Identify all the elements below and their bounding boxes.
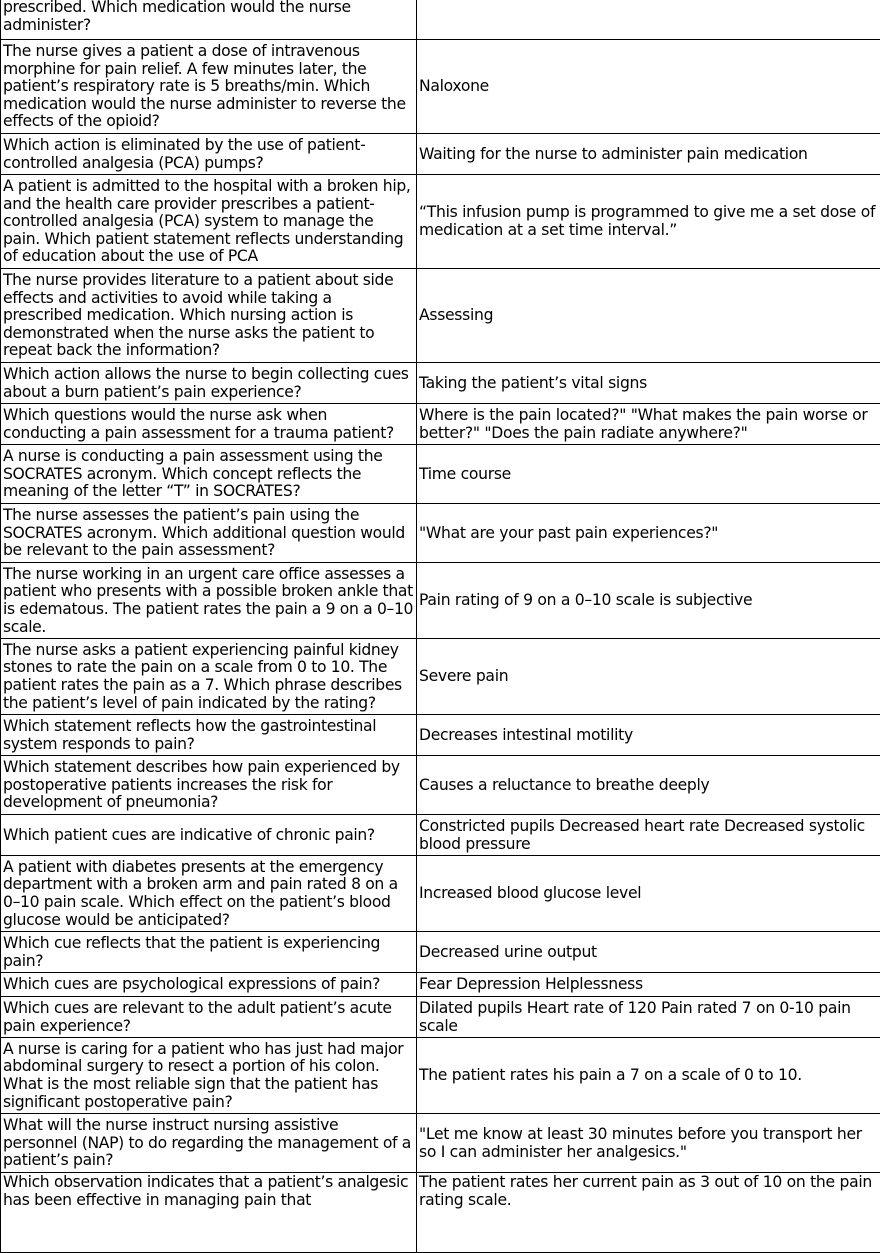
table-row: [1, 563, 880, 639]
answer-cell: “This infusion pump is programmed to give me a set dose of medication at a set time interval.”: [417, 175, 880, 269]
answer-cell: Constricted pupils Decreased heart rate Decreased systolic blood pressure: [417, 815, 880, 856]
table-row: [1, 973, 880, 997]
table-row: [1, 134, 880, 175]
answer-cell: The patient rates his pain a 7 on a scale of 0 to 10.: [417, 1038, 880, 1114]
answer-cell: Severe pain: [417, 639, 880, 715]
answer-cell: Pain rating of 9 on a 0–10 scale is subjective: [417, 563, 880, 639]
answer-cell: [417, 0, 880, 40]
answer-cell: "What are your past pain experiences?": [417, 504, 880, 563]
question-cell: Which statement describes how pain experienced by postoperative patients increases the risk for development of pneumonia?: [1, 756, 417, 815]
table-row: [1, 40, 880, 134]
question-cell: Which cue reflects that the patient is experiencing pain?: [1, 932, 417, 973]
table-row: [1, 404, 880, 445]
table-row: [1, 445, 880, 504]
question-cell: Which cues are relevant to the adult patient’s acute pain experience?: [1, 997, 417, 1038]
answer-cell: Increased blood glucose level: [417, 856, 880, 932]
table-row: [1, 0, 880, 40]
answer-cell: Decreases intestinal motility: [417, 715, 880, 756]
table-row: [1, 756, 880, 815]
question-cell: The nurse gives a patient a dose of intravenous morphine for pain relief. A few minutes later, the patient’s respiratory rate is 5 breaths/min. Which medication would the nurse administer to reverse the effects of the opioid?: [1, 40, 417, 134]
question-cell: The nurse working in an urgent care office assesses a patient who presents with a possible broken ankle that is edematous. The patient rates the pain a 9 on a 0–10 scale.: [1, 563, 417, 639]
answer-cell: Assessing: [417, 269, 880, 363]
question-cell: A nurse is caring for a patient who has just had major abdominal surgery to resect a portion of his colon. What is the most reliable sign that the patient has significant postoperative pain?: [1, 1038, 417, 1114]
table-row: [1, 815, 880, 856]
answer-cell: Where is the pain located?" "What makes the pain worse or better?" "Does the pain radiate anywhere?": [417, 404, 880, 445]
answer-cell: Decreased urine output: [417, 932, 880, 973]
question-cell: Which statement reflects how the gastrointestinal system responds to pain?: [1, 715, 417, 756]
flashcard-rows: [1, 0, 880, 1253]
question-cell: prescribed. Which medication would the nurse administer?: [1, 0, 417, 40]
question-cell: What will the nurse instruct nursing assistive personnel (NAP) to do regarding the management of a patient’s pain?: [1, 1114, 417, 1173]
table-row: [1, 175, 880, 269]
question-cell: Which observation indicates that a patient’s analgesic has been effective in managing pain that: [1, 1173, 417, 1253]
table-row: [1, 1173, 880, 1253]
answer-cell: Naloxone: [417, 40, 880, 134]
question-cell: A patient is admitted to the hospital with a broken hip, and the health care provider prescribes a patient-controlled analgesia (PCA) system to manage the pain. Which patient statement reflects understanding of education about the use of PCA: [1, 175, 417, 269]
question-cell: Which cues are psychological expressions of pain?: [1, 973, 417, 997]
table-row: [1, 269, 880, 363]
question-cell: The nurse assesses the patient’s pain using the SOCRATES acronym. Which additional question would be relevant to the pain assessment?: [1, 504, 417, 563]
question-cell: A patient with diabetes presents at the emergency department with a broken arm and pain rated 8 on a 0–10 pain scale. Which effect on the patient’s blood glucose would be anticipated?: [1, 856, 417, 932]
table-row: [1, 715, 880, 756]
answer-cell: "Let me know at least 30 minutes before you transport her so I can administer her analgesics.": [417, 1114, 880, 1173]
question-cell: Which patient cues are indicative of chronic pain?: [1, 815, 417, 856]
table-row: [1, 1038, 880, 1114]
question-cell: The nurse asks a patient experiencing painful kidney stones to rate the pain on a scale from 0 to 10. The patient rates the pain as a 7. Which phrase describes the patient’s level of pain indicated by the rating?: [1, 639, 417, 715]
answer-cell: Waiting for the nurse to administer pain medication: [417, 134, 880, 175]
question-cell: The nurse provides literature to a patient about side effects and activities to avoid while taking a prescribed medication. Which nursing action is demonstrated when the nurse asks the patient to repeat back the information?: [1, 269, 417, 363]
question-cell: A nurse is conducting a pain assessment using the SOCRATES acronym. Which concept reflects the meaning of the letter “T” in SOCRATES?: [1, 445, 417, 504]
table-row: [1, 639, 880, 715]
answer-cell: Taking the patient’s vital signs: [417, 363, 880, 404]
table-row: [1, 363, 880, 404]
table-row: [1, 1114, 880, 1173]
question-cell: Which action is eliminated by the use of patient-controlled analgesia (PCA) pumps?: [1, 134, 417, 175]
answer-cell: Dilated pupils Heart rate of 120 Pain rated 7 on 0-10 pain scale: [417, 997, 880, 1038]
answer-cell: Causes a reluctance to breathe deeply: [417, 756, 880, 815]
answer-cell: The patient rates her current pain as 3 out of 10 on the pain rating scale.: [417, 1173, 880, 1253]
answer-cell: Time course: [417, 445, 880, 504]
table-row: [1, 932, 880, 973]
question-cell: Which action allows the nurse to begin collecting cues about a burn patient’s pain experience?: [1, 363, 417, 404]
table-row: [1, 504, 880, 563]
table-row: [1, 856, 880, 932]
answer-cell: Fear Depression Helplessness: [417, 973, 880, 997]
table-row: [1, 997, 880, 1038]
question-cell: Which questions would the nurse ask when conducting a pain assessment for a trauma patient?: [1, 404, 417, 445]
